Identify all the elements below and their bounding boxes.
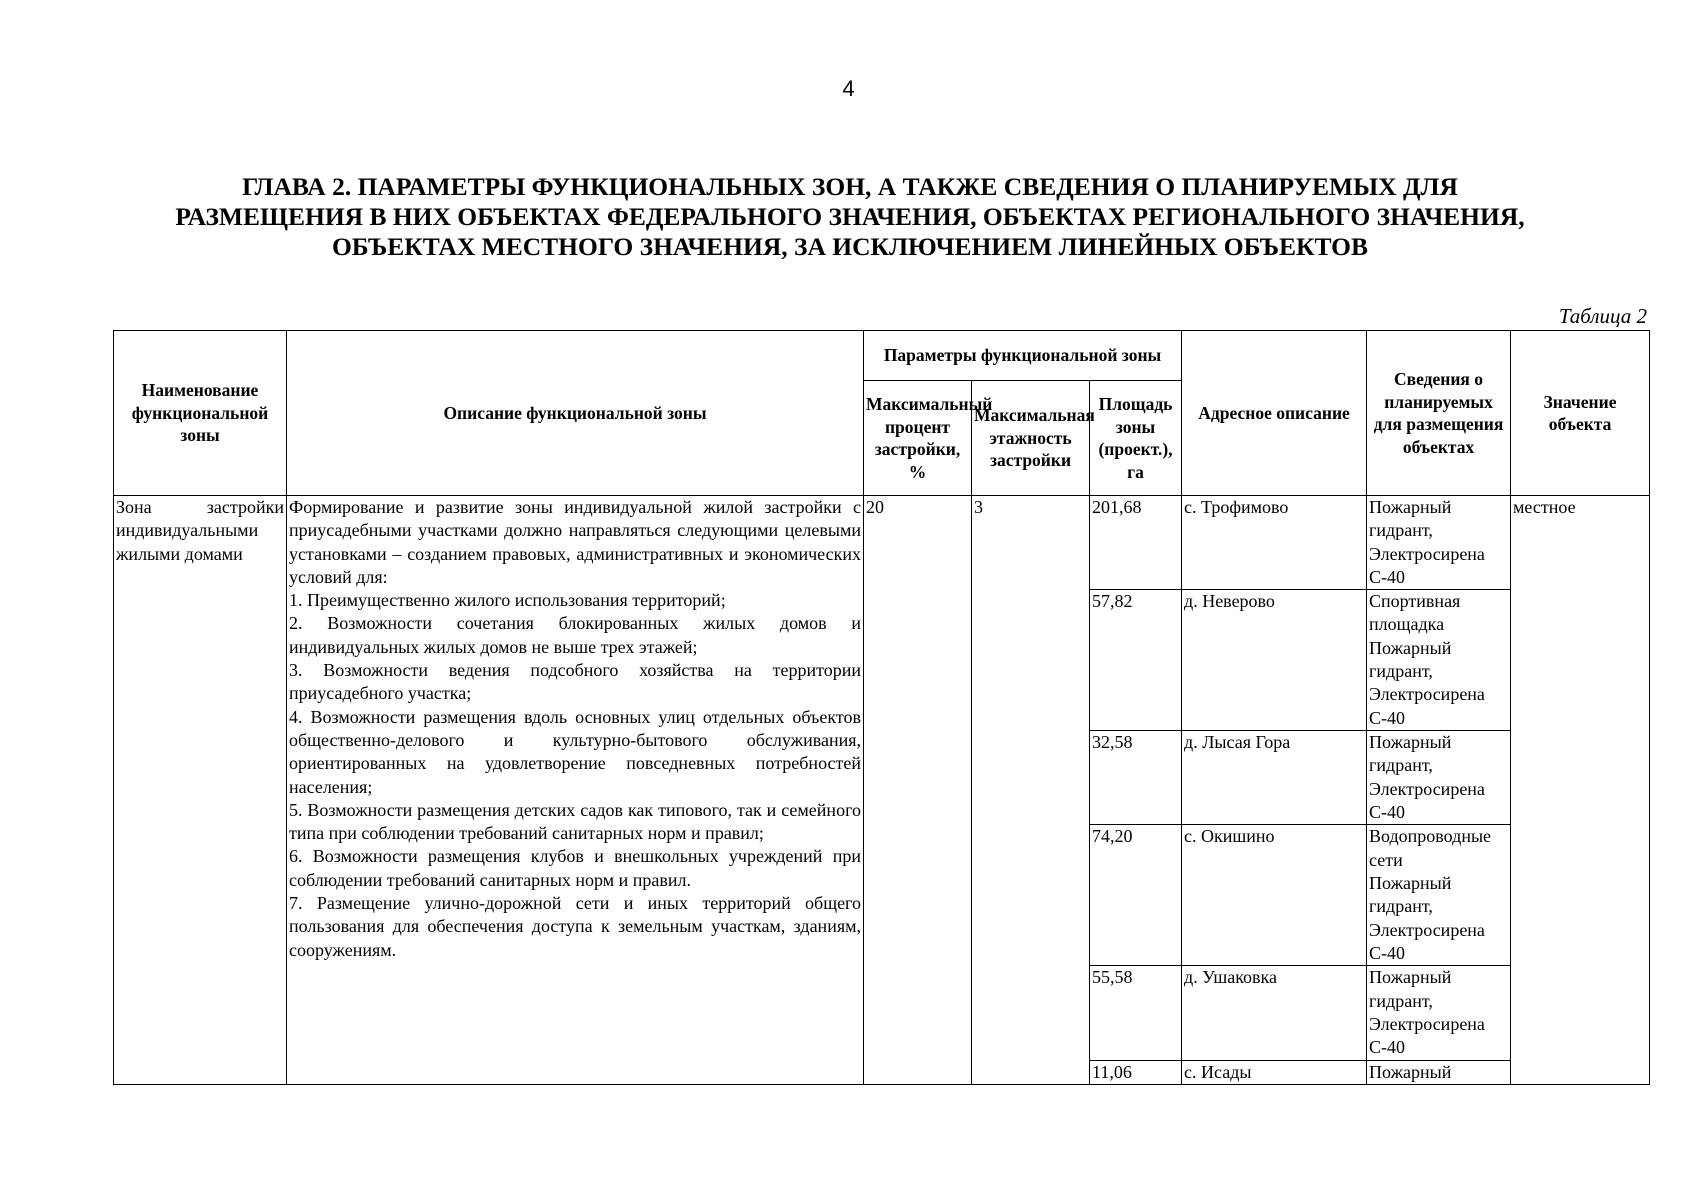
- area-cell: 74,20: [1090, 825, 1182, 966]
- planned-object-line: Электросирена С-40: [1369, 778, 1485, 823]
- max-build-percent-cell: 20: [864, 496, 972, 1085]
- area-cell: 57,82: [1090, 590, 1182, 731]
- planned-object-line: Пожарный гидрант,: [1369, 637, 1452, 682]
- planned-object-line: Спортивная площадка: [1369, 591, 1461, 635]
- address-cell: д. Ушаковка: [1182, 966, 1367, 1060]
- planned-object-line: Электросирена С-40: [1369, 543, 1485, 587]
- header-max-floors: Максимальная этажность застройки: [972, 381, 1090, 496]
- planned-objects-cell: [1367, 731, 1511, 825]
- header-zone-name: Наименование функциональной зоны: [114, 331, 287, 496]
- planned-objects-cell: [1367, 966, 1511, 1060]
- area-cell: 55,58: [1090, 966, 1182, 1060]
- planned-object-line: Электросирена С-40: [1369, 1013, 1485, 1058]
- address-cell: с. Исады: [1182, 1060, 1367, 1084]
- planned-object-line: Пожарный гидрант,: [1369, 497, 1452, 541]
- description-paragraph: 1. Преимущественно жилого использования территорий;: [289, 590, 726, 611]
- chapter-title: ГЛАВА 2. ПАРАМЕТРЫ ФУНКЦИОНАЛЬНЫХ ЗОН, А ТАКЖЕ СВЕДЕНИЯ О ПЛАНИРУЕМЫХ ДЛЯ РАЗМЕЩЕНИЯ В НИХ ОБЪЕКТАХ ФЕДЕРАЛЬНОГО ЗНАЧЕНИЯ, ОБЪЕКТАХ РЕГИОНАЛЬНОГО ЗНАЧЕНИЯ, ОБЪЕКТАХ МЕСТНОГО ЗНАЧЕНИЯ, ЗА ИСКЛЮЧЕНИЕМ ЛИНЕЙНЫХ ОБЪЕКТОВ: [175, 172, 1525, 261]
- planned-objects-cell: [1367, 825, 1511, 966]
- planned-object-line: Пожарный: [1369, 1061, 1452, 1082]
- table-row: [114, 496, 1650, 590]
- planned-objects-cell: [1367, 1060, 1511, 1084]
- description-paragraph: 7. Размещение улично-дорожной сети и иных территорий общего пользования для обеспечения доступа к земельным участкам, зданиям, сооружениям.: [289, 893, 861, 960]
- planned-object-line: Электросирена С-40: [1369, 919, 1485, 963]
- planned-object-line: Пожарный гидрант,: [1369, 732, 1452, 776]
- area-cell: 32,58: [1090, 731, 1182, 825]
- planned-objects-cell: [1367, 590, 1511, 731]
- functional-zones-table: [113, 330, 1650, 1085]
- address-cell: с. Трофимово: [1182, 496, 1367, 590]
- header-area: Площадь зоны (проект.), га: [1090, 381, 1182, 496]
- description-paragraph: 4. Возможности размещения вдоль основных улиц отдельных объектов общественно-делового и культурно-бытового обслуживания, ориентированных на удовлетворение повседневных потребностей населения;: [289, 706, 861, 797]
- description-paragraph: 5. Возможности размещения детских садов как типового, так и семейного типа при соблюдении требований санитарных норм и правил;: [289, 799, 861, 844]
- address-cell: д. Лысая Гора: [1182, 731, 1367, 825]
- header-address: Адресное описание: [1182, 331, 1367, 496]
- planned-object-line: Пожарный гидрант,: [1369, 967, 1452, 1011]
- page-number: 4: [842, 76, 855, 101]
- planned-object-line: Водопроводные сети: [1369, 826, 1492, 870]
- area-cell: 201,68: [1090, 496, 1182, 590]
- description-paragraph: 6. Возможности размещения клубов и внешкольных учреждений при соблюдении требований санитарных норм и правил.: [289, 846, 861, 890]
- header-max-build-percent: Максимальный процент застройки, %: [864, 381, 972, 496]
- description-paragraph: Формирование и развитие зоны индивидуальной жилой застройки с приусадебными участками должно направляться следующими целевыми установками – созданием правовых, административных и экономических условий для:: [289, 497, 861, 587]
- max-floors-cell: 3: [972, 496, 1090, 1085]
- address-cell: д. Неверово: [1182, 590, 1367, 731]
- header-description: Описание функциональной зоны: [287, 331, 864, 496]
- header-planned-objects: Сведения о планируемых для размещения объектах: [1367, 331, 1511, 496]
- zone-description-cell: [287, 496, 864, 1085]
- description-paragraph: 2. Возможности сочетания блокированных жилых домов и индивидуальных жилых домов не выше трех этажей;: [289, 613, 861, 657]
- description-paragraph: 3. Возможности ведения подсобного хозяйства на территории приусадебного участка;: [289, 660, 861, 704]
- area-cell: 11,06: [1090, 1060, 1182, 1084]
- planned-object-line: Электросирена С-40: [1369, 684, 1485, 728]
- zone-name-cell: Зона застройки индивидуальными жилыми домами: [114, 496, 287, 1085]
- address-cell: с. Окишино: [1182, 825, 1367, 966]
- planned-object-line: Пожарный гидрант,: [1369, 872, 1452, 917]
- header-zone-parameters: Параметры функциональной зоны: [864, 331, 1182, 381]
- object-significance-cell: местное: [1511, 496, 1650, 1085]
- table-caption: Таблица 2: [1558, 304, 1647, 328]
- planned-objects-cell: [1367, 496, 1511, 590]
- header-object-significance: Значение объекта: [1511, 331, 1650, 496]
